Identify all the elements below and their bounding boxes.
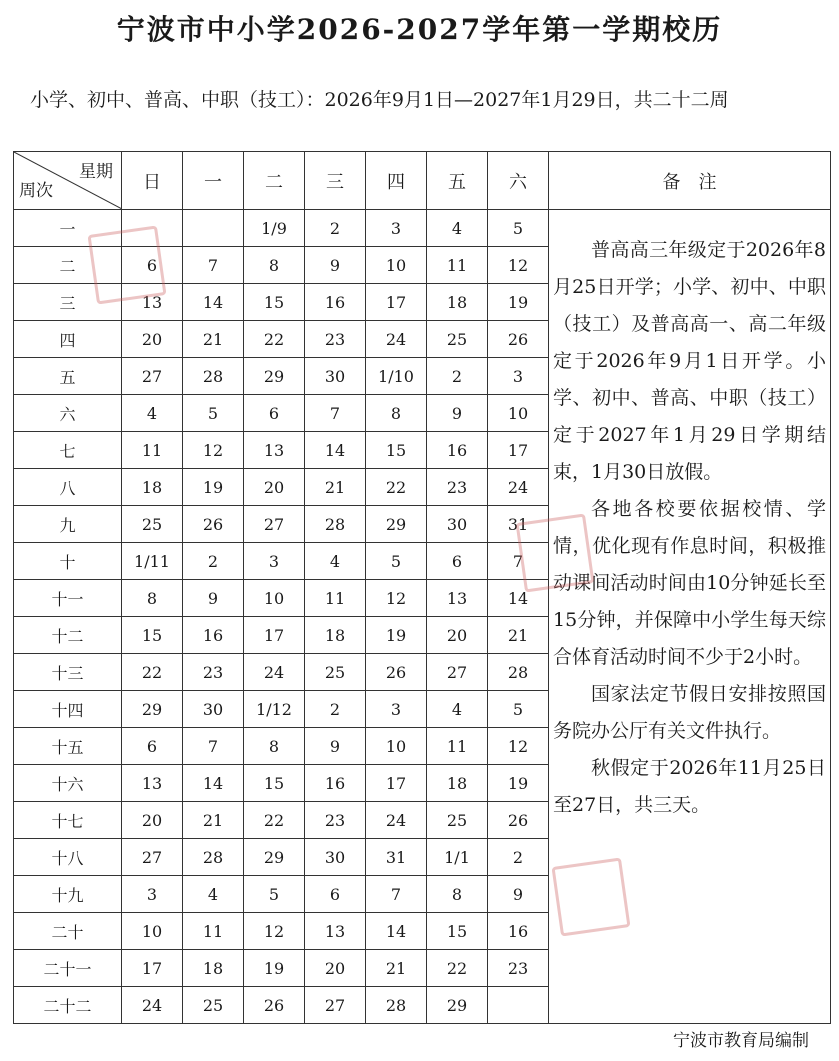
- date-cell: 18: [122, 469, 183, 506]
- date-cell: 28: [183, 839, 244, 876]
- day-header: 五: [427, 152, 488, 210]
- date-cell: 13: [427, 580, 488, 617]
- date-cell: 18: [183, 950, 244, 987]
- date-cell: 16: [488, 913, 549, 950]
- date-cell: 17: [488, 432, 549, 469]
- date-cell: 24: [244, 654, 305, 691]
- week-label: 十六: [14, 765, 122, 802]
- date-cell: 30: [427, 506, 488, 543]
- date-cell: 16: [305, 765, 366, 802]
- date-cell: 7: [183, 247, 244, 284]
- date-cell: 3: [488, 358, 549, 395]
- date-cell: 4: [305, 543, 366, 580]
- date-cell: 23: [305, 802, 366, 839]
- date-cell: 29: [244, 358, 305, 395]
- date-cell: 7: [305, 395, 366, 432]
- week-label: 八: [14, 469, 122, 506]
- date-cell: 9: [183, 580, 244, 617]
- date-cell: 29: [427, 987, 488, 1024]
- date-cell: 3: [366, 210, 427, 247]
- note-paragraph: 普高高三年级定于2026年8月25日开学；小学、初中、中职（技工）及普高高一、高二年级定于2026年9月1日开学。小学、初中、普高、中职（技工）定于2027年1月29日学期结束，1月30日放假。: [553, 239, 826, 483]
- date-cell: 19: [244, 950, 305, 987]
- date-cell: 19: [366, 617, 427, 654]
- date-cell: 15: [427, 913, 488, 950]
- footer-issuer: 宁波市教育局编制: [673, 1031, 809, 1051]
- date-cell: 20: [122, 321, 183, 358]
- date-cell: 10: [244, 580, 305, 617]
- date-cell: [183, 210, 244, 247]
- date-cell: 5: [244, 876, 305, 913]
- date-cell: 7: [366, 876, 427, 913]
- date-cell: 13: [122, 284, 183, 321]
- date-cell: 26: [183, 506, 244, 543]
- date-cell: 10: [122, 913, 183, 950]
- date-cell: 8: [427, 876, 488, 913]
- date-cell: 31: [366, 839, 427, 876]
- date-cell: 28: [488, 654, 549, 691]
- stamp-mark: [551, 857, 630, 936]
- week-label: 十八: [14, 839, 122, 876]
- date-cell: 6: [427, 543, 488, 580]
- date-cell: 14: [305, 432, 366, 469]
- note-paragraph: 国家法定节假日安排按照国务院办公厅有关文件执行。: [553, 683, 826, 742]
- date-cell: 1/1: [427, 839, 488, 876]
- stamp-mark: [87, 225, 166, 304]
- week-label: 五: [14, 358, 122, 395]
- date-cell: 15: [366, 432, 427, 469]
- date-cell: 12: [366, 580, 427, 617]
- date-cell: 19: [183, 469, 244, 506]
- date-cell: 23: [427, 469, 488, 506]
- date-cell: 29: [366, 506, 427, 543]
- note-paragraph: 秋假定于2026年11月25日至27日，共三天。: [553, 757, 826, 816]
- date-cell: 21: [305, 469, 366, 506]
- day-header: 二: [244, 152, 305, 210]
- date-cell: 22: [122, 654, 183, 691]
- date-cell: 12: [488, 728, 549, 765]
- date-cell: 17: [122, 950, 183, 987]
- date-cell: 21: [488, 617, 549, 654]
- date-cell: 11: [427, 728, 488, 765]
- week-label: 十二: [14, 617, 122, 654]
- week-label: 二: [14, 247, 122, 284]
- week-label: 十四: [14, 691, 122, 728]
- date-cell: 3: [366, 691, 427, 728]
- date-cell: 19: [488, 284, 549, 321]
- date-cell: 22: [244, 321, 305, 358]
- date-cell: 17: [366, 284, 427, 321]
- date-cell: 2: [488, 839, 549, 876]
- date-cell: 8: [366, 395, 427, 432]
- date-cell: 2: [305, 210, 366, 247]
- date-cell: 12: [244, 913, 305, 950]
- date-cell: 8: [122, 580, 183, 617]
- date-cell: 1/11: [122, 543, 183, 580]
- date-cell: 20: [427, 617, 488, 654]
- date-cell: 10: [366, 728, 427, 765]
- date-cell: 30: [183, 691, 244, 728]
- date-cell: 20: [244, 469, 305, 506]
- date-cell: 10: [488, 395, 549, 432]
- date-cell: 27: [305, 987, 366, 1024]
- date-cell: 3: [244, 543, 305, 580]
- date-cell: 28: [366, 987, 427, 1024]
- date-cell: 6: [122, 247, 183, 284]
- week-label: 七: [14, 432, 122, 469]
- date-cell: 28: [305, 506, 366, 543]
- date-cell: 27: [122, 839, 183, 876]
- date-cell: 5: [183, 395, 244, 432]
- date-cell: 14: [366, 913, 427, 950]
- date-cell: 29: [244, 839, 305, 876]
- date-cell: 6: [244, 395, 305, 432]
- date-cell: 28: [183, 358, 244, 395]
- date-cell: 4: [183, 876, 244, 913]
- date-cell: [488, 987, 549, 1024]
- date-cell: 25: [122, 506, 183, 543]
- date-cell: 21: [183, 321, 244, 358]
- date-cell: 8: [244, 728, 305, 765]
- date-cell: 2: [427, 358, 488, 395]
- notes-header: 备 注: [549, 152, 831, 210]
- date-cell: 15: [122, 617, 183, 654]
- date-cell: 31: [488, 506, 549, 543]
- stamp-mark: [515, 513, 594, 592]
- date-cell: 16: [305, 284, 366, 321]
- week-label: 一: [14, 210, 122, 247]
- day-header: 日: [122, 152, 183, 210]
- date-cell: 30: [305, 839, 366, 876]
- header-row: [14, 152, 831, 210]
- date-cell: 18: [427, 765, 488, 802]
- date-cell: 24: [366, 802, 427, 839]
- date-cell: 21: [183, 802, 244, 839]
- date-cell: 26: [488, 802, 549, 839]
- date-cell: 1/9: [244, 210, 305, 247]
- date-cell: 9: [305, 728, 366, 765]
- date-cell: 3: [122, 876, 183, 913]
- date-cell: 22: [244, 802, 305, 839]
- date-cell: 1/10: [366, 358, 427, 395]
- date-cell: 29: [122, 691, 183, 728]
- date-cell: 8: [244, 247, 305, 284]
- date-cell: 30: [305, 358, 366, 395]
- week-label: 二十: [14, 913, 122, 950]
- date-cell: 27: [427, 654, 488, 691]
- date-cell: 4: [122, 395, 183, 432]
- date-cell: 6: [305, 876, 366, 913]
- date-cell: 21: [366, 950, 427, 987]
- date-cell: 26: [488, 321, 549, 358]
- date-cell: 7: [488, 543, 549, 580]
- date-cell: 10: [366, 247, 427, 284]
- date-cell: 11: [122, 432, 183, 469]
- date-cell: 27: [122, 358, 183, 395]
- week-label: 十一: [14, 580, 122, 617]
- date-cell: 13: [305, 913, 366, 950]
- week-label: 九: [14, 506, 122, 543]
- date-cell: 24: [122, 987, 183, 1024]
- date-cell: 15: [244, 765, 305, 802]
- date-cell: 22: [366, 469, 427, 506]
- date-cell: 23: [488, 950, 549, 987]
- date-cell: 9: [427, 395, 488, 432]
- date-cell: 22: [427, 950, 488, 987]
- date-cell: 6: [122, 728, 183, 765]
- date-cell: 14: [183, 284, 244, 321]
- week-label: 二十二: [14, 987, 122, 1024]
- date-cell: 26: [244, 987, 305, 1024]
- week-label: 十五: [14, 728, 122, 765]
- week-label: 二十一: [14, 950, 122, 987]
- date-cell: 1/12: [244, 691, 305, 728]
- date-cell: 2: [305, 691, 366, 728]
- date-cell: 5: [366, 543, 427, 580]
- week-label: 四: [14, 321, 122, 358]
- week-label: 十三: [14, 654, 122, 691]
- date-cell: 4: [427, 210, 488, 247]
- date-cell: 16: [183, 617, 244, 654]
- date-cell: 12: [488, 247, 549, 284]
- week-label: 十七: [14, 802, 122, 839]
- date-cell: 18: [427, 284, 488, 321]
- date-cell: 25: [427, 802, 488, 839]
- note-paragraph: 各地各校要依据校情、学情，优化现有作息时间，积极推动课间活动时间由10分钟延长至15分钟，并保障中小学生每天综合体育活动时间不少于2小时。: [553, 498, 826, 668]
- day-header: 一: [183, 152, 244, 210]
- date-cell: 24: [366, 321, 427, 358]
- corner-cell: [14, 152, 122, 210]
- date-cell: 15: [244, 284, 305, 321]
- date-cell: 14: [488, 580, 549, 617]
- date-cell: 11: [183, 913, 244, 950]
- date-cell: 20: [122, 802, 183, 839]
- date-cell: 9: [305, 247, 366, 284]
- week-label: 十九: [14, 876, 122, 913]
- week-label: 三: [14, 284, 122, 321]
- date-cell: 7: [183, 728, 244, 765]
- date-cell: 20: [305, 950, 366, 987]
- date-cell: 13: [122, 765, 183, 802]
- date-cell: 4: [427, 691, 488, 728]
- date-cell: 11: [305, 580, 366, 617]
- week-label: 十: [14, 543, 122, 580]
- date-cell: 23: [183, 654, 244, 691]
- date-cell: 24: [488, 469, 549, 506]
- date-cell: 26: [366, 654, 427, 691]
- date-cell: 14: [183, 765, 244, 802]
- date-cell: 27: [244, 506, 305, 543]
- date-cell: 9: [488, 876, 549, 913]
- date-cell: 11: [427, 247, 488, 284]
- date-cell: 16: [427, 432, 488, 469]
- date-cell: 2: [183, 543, 244, 580]
- corner-label-week: 周次: [19, 181, 53, 201]
- day-header: 六: [488, 152, 549, 210]
- subtitle: 小学、初中、普高、中职（技工）：2026年9月1日—2027年1月29日，共二十二周: [30, 89, 729, 111]
- date-cell: 17: [366, 765, 427, 802]
- corner-label-weekday: 星期: [79, 162, 113, 182]
- week-label: 六: [14, 395, 122, 432]
- day-header: 三: [305, 152, 366, 210]
- date-cell: 5: [488, 210, 549, 247]
- date-cell: 13: [244, 432, 305, 469]
- date-cell: 18: [305, 617, 366, 654]
- date-cell: 25: [305, 654, 366, 691]
- date-cell: 25: [427, 321, 488, 358]
- date-cell: 5: [488, 691, 549, 728]
- day-header: 四: [366, 152, 427, 210]
- date-cell: 19: [488, 765, 549, 802]
- date-cell: 23: [305, 321, 366, 358]
- date-cell: 25: [183, 987, 244, 1024]
- page-title: 宁波市中小学2026-2027学年第一学期校历: [116, 13, 723, 46]
- date-cell: 17: [244, 617, 305, 654]
- date-cell: 12: [183, 432, 244, 469]
